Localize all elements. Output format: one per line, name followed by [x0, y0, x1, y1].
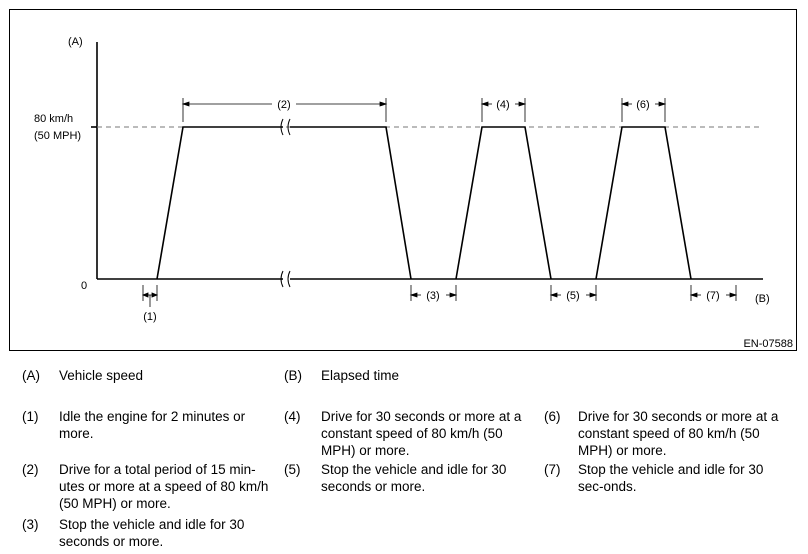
speed-profile-segment-6 [596, 127, 691, 279]
legend-key-3: (3) [22, 517, 39, 532]
interval-label-1: (1) [143, 311, 157, 323]
legend-text-b: Elapsed time [321, 368, 400, 383]
speed-profile-segment-2b [290, 127, 411, 279]
speed-profile-segment-4 [456, 127, 551, 279]
legend-key-2: (2) [22, 462, 39, 477]
legend-key-4: (4) [284, 409, 301, 424]
y-axis-label: (A) [68, 36, 83, 48]
legend-text-4: Drive for 30 seconds or more at a constant speed of 80 km/h (50 MPH) or more. [321, 409, 522, 458]
legend-key-b: (B) [284, 368, 302, 383]
legend-text-5: Stop the vehicle and idle for 30 seconds or more. [321, 462, 507, 494]
interval-label-7: (7) [706, 290, 720, 302]
interval-label-4: (4) [496, 99, 510, 111]
legend-text-7: Stop the vehicle and idle for 30 sec-onds. [578, 462, 764, 494]
speed-profile-segment-2 [157, 127, 283, 279]
interval-1-marker [143, 285, 157, 307]
zero-label: 0 [81, 280, 88, 292]
legend-text-a: Vehicle speed [59, 368, 144, 383]
x-axis-label: (B) [755, 293, 770, 305]
legend-key-7: (7) [544, 462, 561, 477]
speed-label-mph: (50 MPH) [34, 130, 82, 142]
legend-text-1: Idle the engine for 2 minutes or more. [59, 409, 246, 441]
interval-label-6: (6) [636, 99, 650, 111]
legend-key-5: (5) [284, 462, 301, 477]
interval-label-5: (5) [566, 290, 580, 302]
legend-key-a: (A) [22, 368, 40, 383]
speed-label-kmh: 80 km/h [34, 113, 74, 125]
legend-text-6: Drive for 30 seconds or more at a constant speed of 80 km/h (50 MPH) or more. [578, 409, 779, 458]
legend-text-2: Drive for a total period of 15 min-utes or more at a speed of 80 km/h (50 MPH) or more. [59, 462, 269, 511]
figure-code: EN-07588 [743, 338, 793, 350]
interval-label-3: (3) [426, 290, 440, 302]
legend-text-3: Stop the vehicle and idle for 30 seconds or more. [59, 517, 245, 549]
interval-label-2: (2) [277, 99, 291, 111]
legend-key-1: (1) [22, 409, 39, 424]
legend-key-6: (6) [544, 409, 561, 424]
